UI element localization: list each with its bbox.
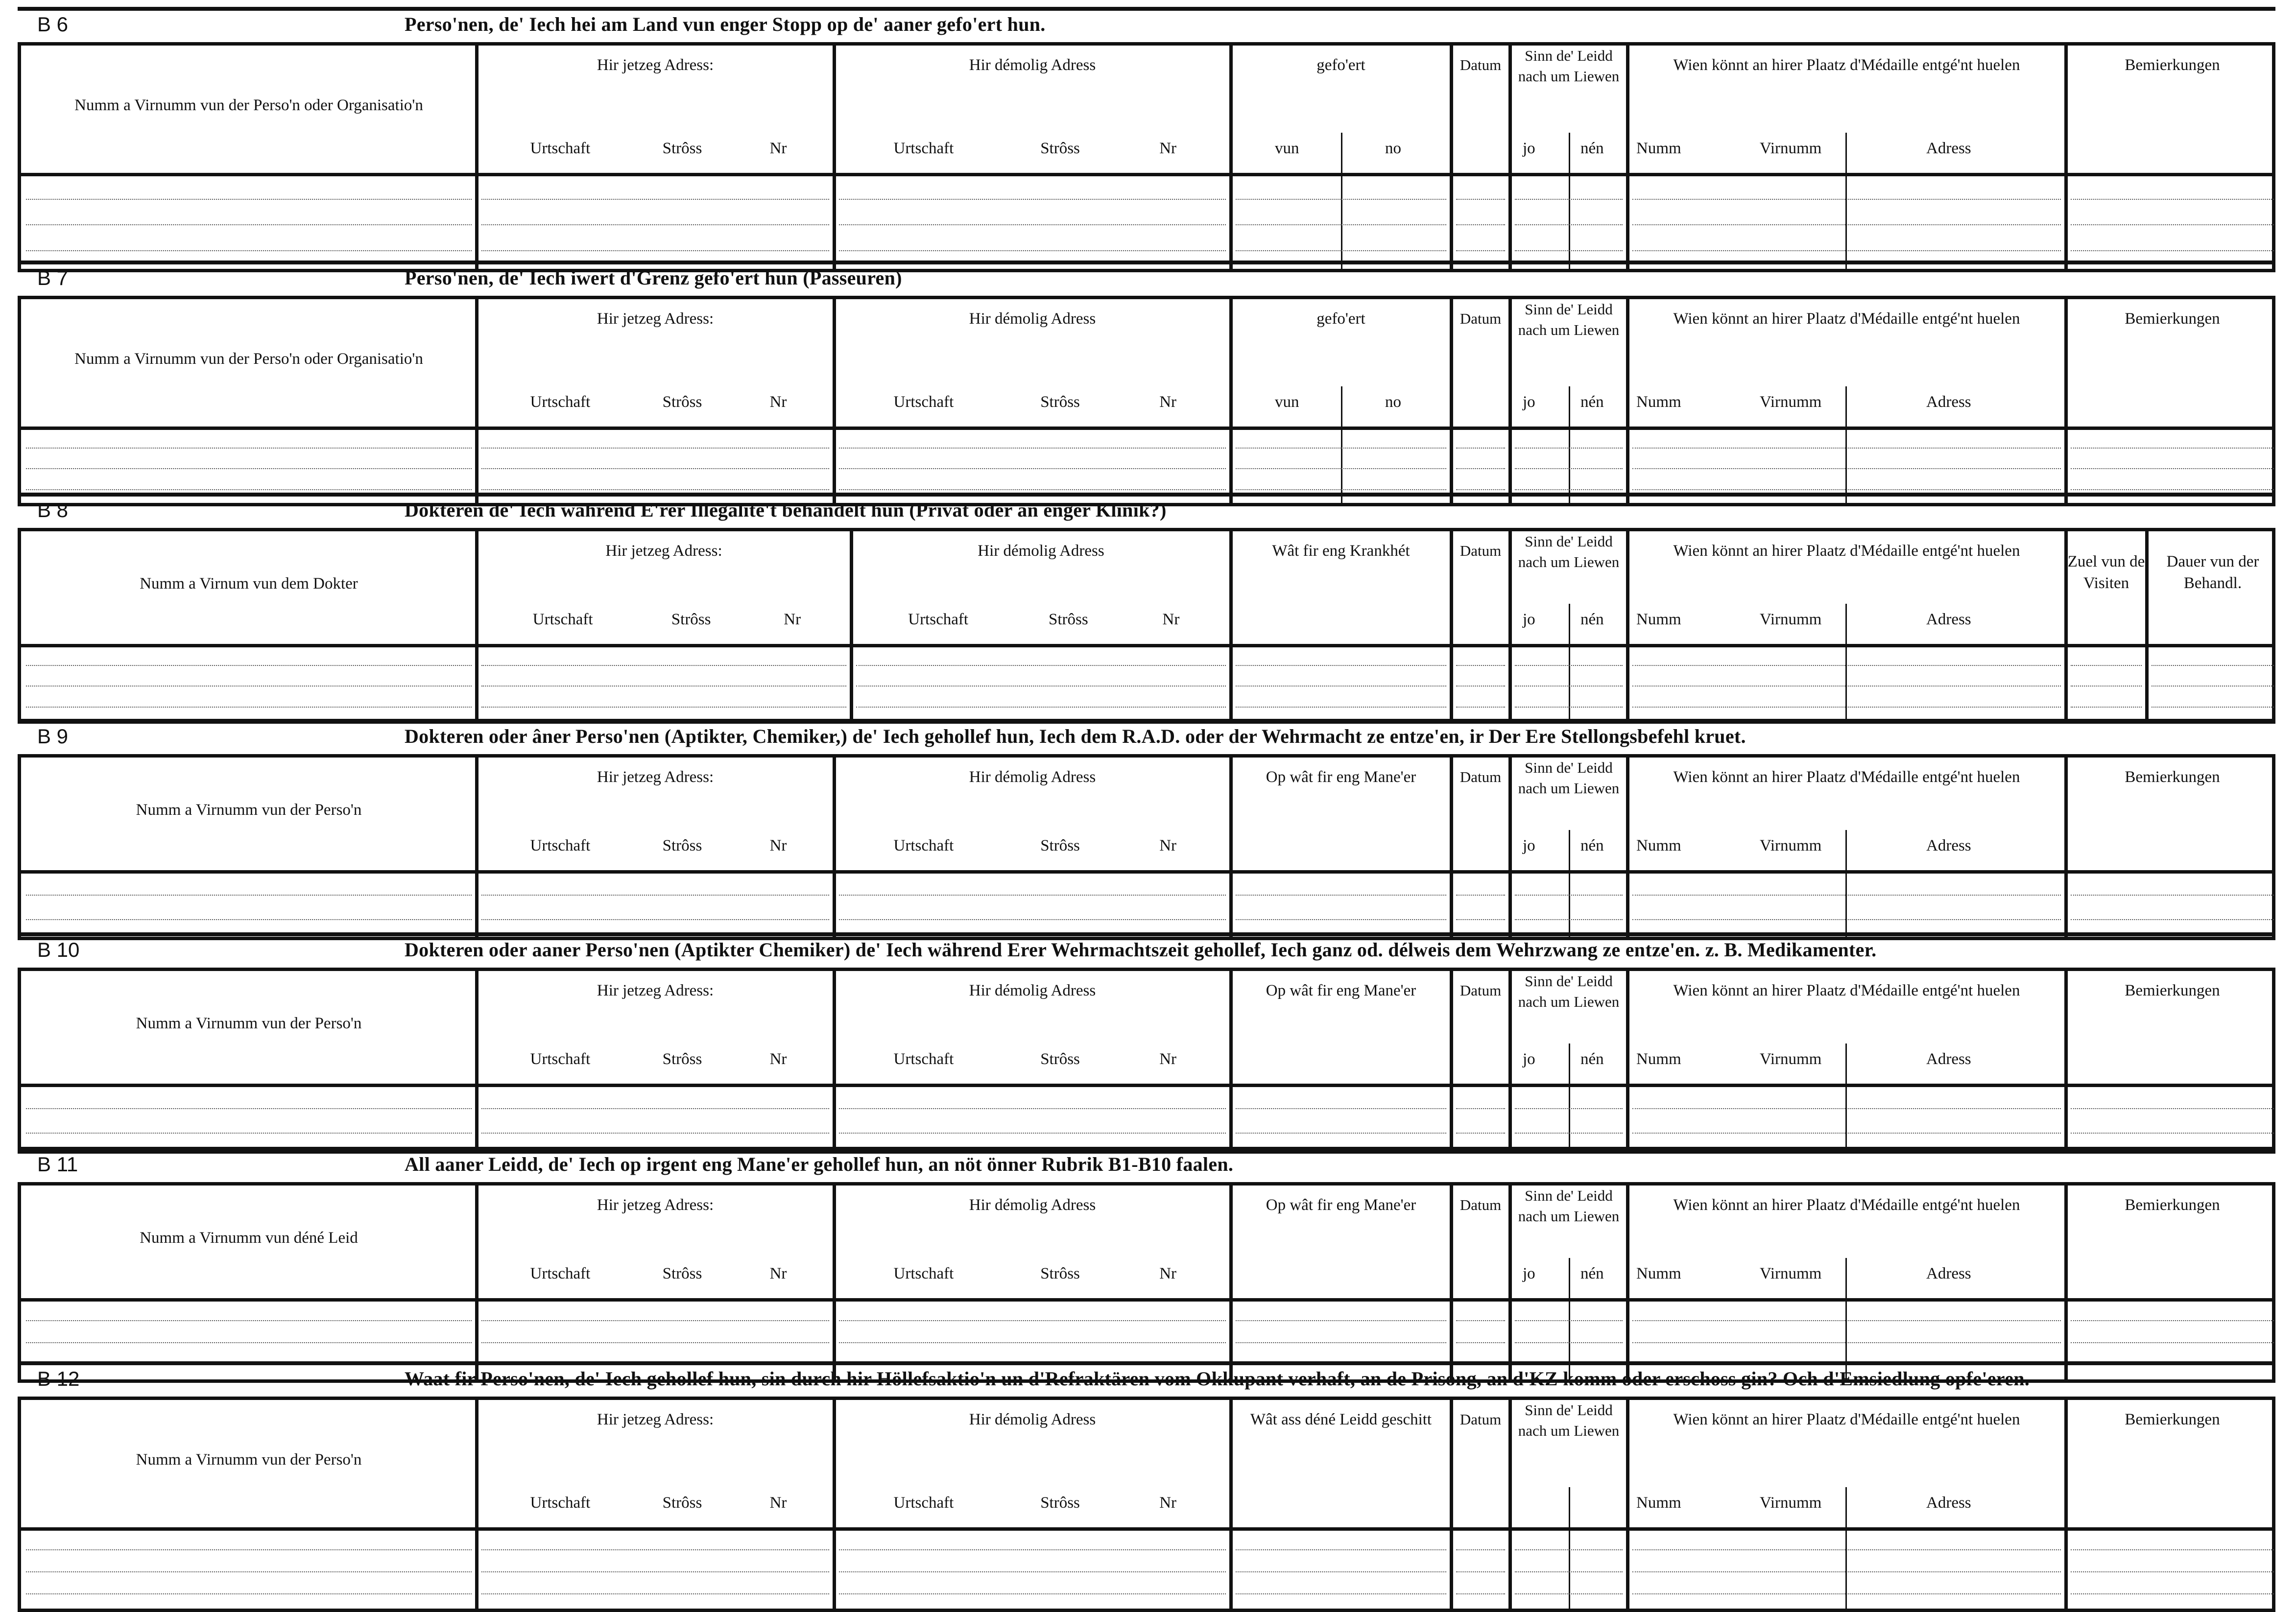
- column-header-detail: Op wât fir eng Mane'er: [1266, 982, 1416, 999]
- column-header-former-address: Hir démolig Adress: [978, 542, 1104, 560]
- column-header-datum: Datum: [1459, 56, 1502, 73]
- subheader-to: no: [1385, 393, 1401, 411]
- section-title: Perso'nen, de' Iech hei am Land vun enger Stopp op de' aaner gefo'ert hun.: [405, 13, 1046, 35]
- subheader-adress: Adress: [1926, 1265, 1971, 1282]
- section-code: B 11: [37, 1153, 78, 1176]
- section-title: All aaner Leidd, de' Iech op irgent eng Mane'er gehollef hun, an nöt önner Rubrik B1-B10 faalen.: [405, 1153, 1234, 1175]
- entry-cell-datum[interactable]: [1451, 1530, 1510, 1612]
- column-header-name: Numm a Virnumm vun der Perso'n oder Organisatio'n: [74, 96, 423, 114]
- subheader-numm: Numm: [1636, 140, 1681, 157]
- entry-cell-mid[interactable]: [1231, 647, 1451, 723]
- column-header-alive: Sinn de' Leidd nach um Liewen: [1518, 301, 1620, 338]
- entry-cell-bem[interactable]: [2066, 873, 2279, 940]
- subheader-stross: Strôss: [1040, 140, 1080, 157]
- entry-cell-sinn[interactable]: [1510, 873, 1627, 940]
- subheader-stross: Strôss: [662, 1494, 702, 1512]
- subheader-virnumm: Virnumm: [1760, 140, 1822, 157]
- subheader-nr: Nr: [769, 140, 787, 157]
- subheader-virnumm: Virnumm: [1760, 611, 1822, 628]
- entry-cell-name[interactable]: [21, 647, 477, 723]
- subheader-no: nén: [1580, 393, 1604, 411]
- column-header-remarks: Bemierkungen: [2125, 982, 2220, 999]
- subheader-stross: Strôss: [662, 393, 702, 411]
- section-table: [18, 968, 2275, 1154]
- subheader-nr: Nr: [769, 1050, 787, 1068]
- section-table: [18, 754, 2275, 940]
- section-header: [18, 719, 2275, 754]
- section-code: B 6: [37, 13, 69, 36]
- entry-cell-old[interactable]: [851, 647, 1231, 723]
- column-header-datum: Datum: [1459, 310, 1502, 327]
- subheader-nr: Nr: [1162, 611, 1180, 628]
- subheader-numm: Numm: [1636, 1494, 1681, 1512]
- subheader-yes: jo: [1523, 837, 1535, 854]
- entry-cell-mid[interactable]: [1231, 873, 1451, 940]
- section-table: [18, 1182, 2275, 1383]
- subheader-numm: Numm: [1636, 611, 1681, 628]
- subheader-virnumm: Virnumm: [1760, 1494, 1822, 1512]
- subheader-stross: Strôss: [1040, 1494, 1080, 1512]
- entry-cell-datum[interactable]: [1451, 176, 1510, 272]
- subheader-no: nén: [1580, 611, 1604, 628]
- section-header: [18, 493, 2275, 528]
- subheader-nr: Nr: [1159, 140, 1177, 157]
- subheader-no: nén: [1580, 837, 1604, 854]
- subheader-adress: Adress: [1926, 393, 1971, 411]
- entry-cell-cur[interactable]: [477, 1087, 834, 1153]
- section-header: [18, 7, 2275, 42]
- section-b12: [18, 1361, 2275, 1612]
- subheader-adress: Adress: [1926, 611, 1971, 628]
- column-header-remarks: Bemierkungen: [2125, 310, 2220, 328]
- column-header-datum: Datum: [1459, 1411, 1502, 1428]
- subheader-nr: Nr: [1159, 393, 1177, 411]
- column-header-current-address: Hir jetzeg Adress:: [605, 542, 722, 560]
- subheader-nr: Nr: [1159, 837, 1177, 854]
- section-header: [18, 261, 2275, 296]
- entry-cell-zuel[interactable]: [2066, 647, 2147, 723]
- subheader-urtschaft: Urtschaft: [893, 1265, 954, 1282]
- subheader-virnumm: Virnumm: [1760, 1050, 1822, 1068]
- section-code: B 8: [37, 498, 69, 522]
- column-header-medal-recipient: Wien könnt an hirer Plaatz d'Médaille entgé'nt huelen: [1673, 1411, 2020, 1428]
- entry-cell-sinn[interactable]: [1510, 647, 1627, 723]
- column-header-medal-recipient: Wien könnt an hirer Plaatz d'Médaille entgé'nt huelen: [1673, 1196, 2020, 1214]
- entry-cell-sinn[interactable]: [1510, 1530, 1627, 1612]
- column-header-medal-recipient: Wien könnt an hirer Plaatz d'Médaille entgé'nt huelen: [1673, 310, 2020, 328]
- column-header-medal-recipient: Wien könnt an hirer Plaatz d'Médaille entgé'nt huelen: [1673, 542, 2020, 560]
- subheader-no: nén: [1580, 1265, 1604, 1282]
- section-table: [18, 1397, 2275, 1612]
- column-header-alive: Sinn de' Leidd nach um Liewen: [1518, 759, 1620, 797]
- section-b9: [18, 719, 2275, 940]
- column-header-datum: Datum: [1459, 982, 1502, 999]
- column-header-datum: Datum: [1459, 1196, 1502, 1213]
- section-title: Dokteren de' Iech während E'rer Illegalite't behandelt hun (Privat oder an enger Klinik?): [405, 499, 1167, 521]
- subheader-yes: jo: [1523, 611, 1535, 628]
- entry-cell-old[interactable]: [834, 1530, 1231, 1612]
- column-header-former-address: Hir démolig Adress: [969, 982, 1096, 999]
- column-header-former-address: Hir démolig Adress: [969, 310, 1096, 328]
- entry-cell-wien[interactable]: [1627, 647, 2066, 723]
- column-header-name: Numm a Virnumm vun der Perso'n: [136, 1015, 362, 1032]
- section-header: [18, 1361, 2275, 1397]
- subheader-nr: Nr: [769, 393, 787, 411]
- subheader-no: nén: [1580, 1050, 1604, 1068]
- section-b8: [18, 493, 2275, 724]
- subheader-nr: Nr: [769, 837, 787, 854]
- subheader-stross: Strôss: [1040, 393, 1080, 411]
- section-title: Dokteren oder âner Perso'nen (Aptikter, Chemiker,) de' Iech gehollef hun, Iech dem R.A.D. oder der Wehrmacht ze entze'en, ir Der Ere Stellongsbefehl kruet.: [405, 725, 1746, 747]
- section-table: [18, 42, 2275, 272]
- subheader-numm: Numm: [1636, 837, 1681, 854]
- subheader-stross: Strôss: [1040, 1265, 1080, 1282]
- subheader-urtschaft: Urtschaft: [893, 140, 954, 157]
- subheader-urtschaft: Urtschaft: [530, 1265, 591, 1282]
- section-title: Perso'nen, de' Iech iwert d'Grenz gefo'ert hun (Passeuren): [405, 267, 902, 289]
- column-header-detail: Wât ass déné Leidd geschitt: [1250, 1411, 1432, 1428]
- subheader-stross: Strôss: [662, 140, 702, 157]
- subheader-numm: Numm: [1636, 1050, 1681, 1068]
- entry-cell-mid[interactable]: [1231, 1087, 1451, 1153]
- subheader-urtschaft: Urtschaft: [893, 837, 954, 854]
- subheader-nr: Nr: [1159, 1050, 1177, 1068]
- section-title: Waat fir Perso'nen, de' Iech gehollef hun, sin durch hir Höllefsaktio'n un d'Refraktären vom Okkupant verhaft, an de Prisong, an d'KZ komm oder erschoss gin? Och d'Emsiedlung opfe'eren.: [405, 1368, 2030, 1390]
- column-header-current-address: Hir jetzeg Adress:: [597, 768, 714, 786]
- entry-cell-bem[interactable]: [2066, 1530, 2279, 1612]
- column-header-alive: Sinn de' Leidd nach um Liewen: [1518, 47, 1620, 85]
- entry-cell-cur[interactable]: [477, 873, 834, 940]
- section-code: B 7: [37, 266, 69, 289]
- subheader-yes: jo: [1523, 1050, 1535, 1068]
- entry-cell-wien[interactable]: [1627, 873, 2066, 940]
- subheader-urtschaft: Urtschaft: [530, 1050, 591, 1068]
- entry-cell-name[interactable]: [21, 1530, 477, 1612]
- subheader-urtschaft: Urtschaft: [532, 611, 593, 628]
- subheader-urtschaft: Urtschaft: [893, 1494, 954, 1512]
- subheader-nr: Nr: [769, 1265, 787, 1282]
- subheader-urtschaft: Urtschaft: [530, 837, 591, 854]
- column-header-detail: Op wât fir eng Mane'er: [1266, 1196, 1416, 1214]
- column-header-current-address: Hir jetzeg Adress:: [597, 982, 714, 999]
- column-header-name: Numm a Virnumm vun der Perso'n oder Organisatio'n: [74, 350, 423, 368]
- column-header-duration: Dauer vun der Behandl.: [2166, 553, 2259, 592]
- subheader-virnumm: Virnumm: [1760, 393, 1822, 411]
- subheader-adress: Adress: [1926, 837, 1971, 854]
- subheader-from: vun: [1275, 393, 1299, 411]
- column-header-datum: Datum: [1459, 542, 1502, 559]
- entry-cell-sinn[interactable]: [1510, 176, 1627, 272]
- entry-cell-datum[interactable]: [1451, 647, 1510, 723]
- entry-cell-wien[interactable]: [1627, 1087, 2066, 1153]
- section-b6: [18, 7, 2275, 272]
- entry-cell-datum[interactable]: [1451, 873, 1510, 940]
- column-header-current-address: Hir jetzeg Adress:: [597, 1196, 714, 1214]
- subheader-urtschaft: Urtschaft: [908, 611, 969, 628]
- subheader-no: nén: [1580, 140, 1604, 157]
- column-header-medal-recipient: Wien könnt an hirer Plaatz d'Médaille entgé'nt huelen: [1673, 56, 2020, 74]
- column-header-name: Numm a Virnumm vun der Perso'n: [136, 801, 362, 819]
- subheader-urtschaft: Urtschaft: [893, 393, 954, 411]
- column-header-former-address: Hir démolig Adress: [969, 1411, 1096, 1428]
- column-header-name: Numm a Virnumm vun der Perso'n: [136, 1451, 362, 1469]
- subheader-to: no: [1385, 140, 1401, 157]
- section-title: Dokteren oder aaner Perso'nen (Aptikter Chemiker) de' Iech während Erer Wehrmachtszeit gehollef, Iech ganz od. délweis dem Wehrzwang ze entze'en. z. B. Medikamenter.: [405, 939, 1877, 961]
- section-code: B 12: [37, 1367, 80, 1390]
- section-header: [18, 932, 2275, 968]
- column-header-detail: Wât fir eng Krankhét: [1272, 542, 1410, 560]
- entry-cell-old[interactable]: [834, 176, 1231, 272]
- column-header-name: Numm a Virnumm vun déné Leid: [140, 1229, 358, 1247]
- subheader-stross: Strôss: [671, 611, 711, 628]
- column-header-visits: Zuel vun de Visiten: [2067, 553, 2145, 592]
- column-header-alive: Sinn de' Leidd nach um Liewen: [1518, 1401, 1620, 1439]
- subheader-stross: Strôss: [1040, 1050, 1080, 1068]
- subheader-nr: Nr: [784, 611, 801, 628]
- column-header-transported: gefo'ert: [1316, 310, 1365, 328]
- column-header-remarks: Bemierkungen: [2125, 768, 2220, 786]
- entry-cell-cur[interactable]: [477, 176, 834, 272]
- entry-cell-name[interactable]: [21, 1087, 477, 1153]
- subheader-stross: Strôss: [1049, 611, 1088, 628]
- column-header-remarks: Bemierkungen: [2125, 1411, 2220, 1428]
- subheader-numm: Numm: [1636, 393, 1681, 411]
- subheader-urtschaft: Urtschaft: [893, 1050, 954, 1068]
- section-b7: [18, 261, 2275, 506]
- column-header-remarks: Bemierkungen: [2125, 56, 2220, 74]
- column-header-alive: Sinn de' Leidd nach um Liewen: [1518, 533, 1620, 570]
- column-header-current-address: Hir jetzeg Adress:: [597, 310, 714, 328]
- entry-cell-name[interactable]: [21, 176, 477, 272]
- subheader-adress: Adress: [1926, 140, 1971, 157]
- subheader-stross: Strôss: [1040, 837, 1080, 854]
- column-header-former-address: Hir démolig Adress: [969, 1196, 1096, 1214]
- section-table: [18, 528, 2275, 724]
- subheader-virnumm: Virnumm: [1760, 837, 1822, 854]
- subheader-numm: Numm: [1636, 1265, 1681, 1282]
- subheader-nr: Nr: [1159, 1265, 1177, 1282]
- column-header-alive: Sinn de' Leidd nach um Liewen: [1518, 972, 1620, 1010]
- subheader-urtschaft: Urtschaft: [530, 393, 591, 411]
- subheader-stross: Strôss: [662, 1265, 702, 1282]
- entry-cell-bem[interactable]: [2066, 1087, 2279, 1153]
- entry-cell-old[interactable]: [834, 1087, 1231, 1153]
- entry-cell-cur[interactable]: [477, 1530, 834, 1612]
- subheader-yes: jo: [1523, 1265, 1535, 1282]
- subheader-stross: Strôss: [662, 837, 702, 854]
- subheader-yes: jo: [1523, 140, 1535, 157]
- column-header-medal-recipient: Wien könnt an hirer Plaatz d'Médaille entgé'nt huelen: [1673, 768, 2020, 786]
- subheader-virnumm: Virnumm: [1760, 1265, 1822, 1282]
- column-header-current-address: Hir jetzeg Adress:: [597, 1411, 714, 1428]
- column-header-detail: Op wât fir eng Mane'er: [1266, 768, 1416, 786]
- column-header-name: Numm a Virnum vun dem Dokter: [140, 575, 358, 593]
- subheader-nr: Nr: [1159, 1494, 1177, 1512]
- section-b10: [18, 932, 2275, 1154]
- subheader-stross: Strôss: [662, 1050, 702, 1068]
- section-header: [18, 1147, 2275, 1182]
- subheader-urtschaft: Urtschaft: [530, 1494, 591, 1512]
- column-header-transported: gefo'ert: [1316, 56, 1365, 74]
- entry-cell-cur[interactable]: [477, 647, 851, 723]
- subheader-yes: jo: [1523, 393, 1535, 411]
- entry-cell-bem[interactable]: [2066, 176, 2279, 272]
- entry-cell-mid[interactable]: [1231, 176, 1451, 272]
- column-header-alive: Sinn de' Leidd nach um Liewen: [1518, 1187, 1620, 1225]
- entry-cell-name[interactable]: [21, 873, 477, 940]
- subheader-urtschaft: Urtschaft: [530, 140, 591, 157]
- section-table: [18, 296, 2275, 506]
- section-code: B 9: [37, 725, 69, 748]
- section-code: B 10: [37, 938, 80, 961]
- column-header-former-address: Hir démolig Adress: [969, 56, 1096, 74]
- subheader-from: vun: [1275, 140, 1299, 157]
- entry-cell-dauer[interactable]: [2147, 647, 2279, 723]
- column-header-medal-recipient: Wien könnt an hirer Plaatz d'Médaille entgé'nt huelen: [1673, 982, 2020, 999]
- entry-cell-sinn[interactable]: [1510, 1087, 1627, 1153]
- section-b11: [18, 1147, 2275, 1383]
- entry-cell-mid[interactable]: [1231, 1530, 1451, 1612]
- subheader-adress: Adress: [1926, 1494, 1971, 1512]
- column-header-former-address: Hir démolig Adress: [969, 768, 1096, 786]
- entry-cell-datum[interactable]: [1451, 1087, 1510, 1153]
- column-header-current-address: Hir jetzeg Adress:: [597, 56, 714, 74]
- entry-cell-wien[interactable]: [1627, 1530, 2066, 1612]
- subheader-adress: Adress: [1926, 1050, 1971, 1068]
- subheader-nr: Nr: [769, 1494, 787, 1512]
- column-header-remarks: Bemierkungen: [2125, 1196, 2220, 1214]
- entry-cell-old[interactable]: [834, 873, 1231, 940]
- column-header-datum: Datum: [1459, 768, 1502, 785]
- entry-cell-wien[interactable]: [1627, 176, 2066, 272]
